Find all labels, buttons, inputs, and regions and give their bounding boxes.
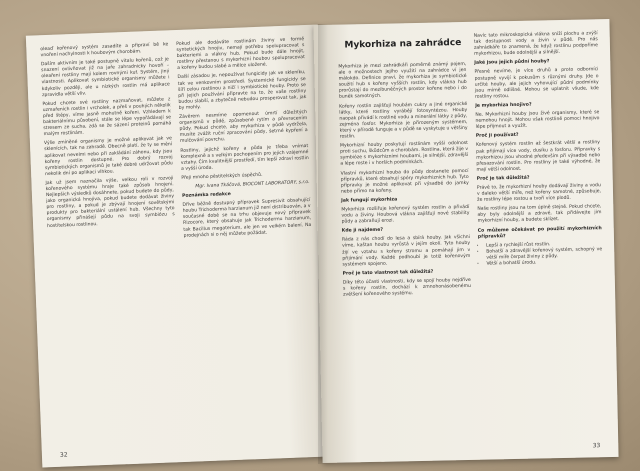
paragraph: Ráda z nás chodí do lesa a sbírá houby. Jak všichni víme, kaštan houbu vyrůstá v jejím okolí. Tyto houby žijí ve vztahu s kořeny stromu a pomáhají jim v přijímání vody. Každé podhoubí je totiž kořenovým systémem spojeno.: [341, 235, 471, 268]
section-heading: Kde ji najdeme?: [341, 227, 384, 234]
paragraph: Díky této účasti vlastnosti, kdy se spojí houby nejdříve s kořeny rostlin, dochází k zmnohonásobenému zvětšení kořenového systému.: [342, 277, 472, 298]
paragraph: Právě to, že mykorhizní houby dodávají živiny a vodu v daleko větší míře, než kořeny samotné, způsobuje, že rostliny lépe rostou a tvoří více plodů.: [476, 183, 602, 203]
paragraph: Dříve běžně dostupný přípravek Supresivit obsahující houbu Trichoderma harzianum již není distribuován, a v současné době se na trhu objevuje nový přípravek Rizocore, který obsahuje jak Trichodermu harzianum, tak Bacillus megaterium, ale jen ve velkém balení. Na prodejnách si o něj můžete požádat.: [182, 198, 312, 239]
bullet-item: • Bohatší a zdravější kořenový systém, schopný ve větší míře čerpat živiny z půdy.: [486, 247, 602, 262]
paragraph: Přeji mnoho pěstitelských úspěchů.: [181, 172, 263, 181]
paragraph: Přesně nevíme, je více druhů a proto odborníci postupně vyvíjí k pokusům s různými druhy. Jde o určité houby, ale jejich vyhovující půdní podmínky jsou mírně odlišné. Mohou se uplatnit všude, kde rostliny rostou.: [474, 67, 599, 100]
paragraph: Mykorhiza je mezi zahrádkáři poměrně známý pojem, ale o možnostech jejího využití na zahrádce ví jen málokdo. Definice praví, že mykorhiza je symbiotické soužití hub s kořeny vyšších rostlin, kdy vlákna hub prorůstají do mezibuněčných prostor kořene nebo i do buněk samotných.: [338, 61, 467, 101]
paragraph: Navíc tato mikroskopická vlákna sníží plochu a zvýší tak dostupnost vody a živin v půdě. Pro nás zahrádkáře to znamená, že když rostlinu podpoříme mykorhizou, bude odolnější a silnější.: [473, 31, 598, 58]
section-heading: Jak fungují mykorhiza: [341, 197, 398, 204]
section-heading: Jaké jsou jejich půdní houby?: [474, 59, 550, 67]
paragraph: Mykorhiza rozšiřuje kořenový systém rostlin a přivádí vodu a živiny. Houbová vlákna zajišťují nové stability půdy a zabraňují erozi.: [341, 204, 470, 225]
right-column-2: [474, 31, 603, 271]
paragraph: oleaď kořenový systém zasadíte a připraví bě ke vnoření nachylnosti k houbovým chorobám.: [40, 42, 169, 59]
paragraph: Ne. Mykorhizní houby jsou živé organismy, které se nemohou hnojit. Mohou však rostlině pomoci hnojivo lépe přijmout a využít.: [475, 110, 600, 130]
paragraph: Kořenový systém rostlin až šestkrát větší a rostliny pak přijímají více vody, dusíku a fosforu. Přípravky s mykorhizou jsou vhodné především při výsadbě nebo přesazování rostlin. Pro rostliny je také výhodné, že mají větší odolnost.: [475, 140, 601, 173]
page-number-left: 32: [59, 451, 68, 459]
paragraph: Naše rostliny jsou na tom úplně stejně. Pokud chcete, aby byly odolnější a zdravé, tak přidávejte jim mykorhizní houby, a budete sklízet.: [477, 204, 602, 225]
section-heading: Poznámka redakce: [182, 192, 231, 199]
paragraph: Kořeny rostlin zajišťují houbám cukry a jiné organické látky, které rostliny vyrábějí fotosyntézou. Houby naopak přivádí k rostlině vodu a minerální látky z půdy, zejména fosfor. Mykorhiza je přirozeným systémem, který v přírodě funguje a v půdě se vyskytuje u většiny rostlin.: [339, 101, 468, 140]
section-heading: Proč je tak důležitá?: [476, 175, 530, 182]
left-page: [26, 25, 334, 468]
paragraph: Vlastní mykorhizní houba do půdy dostanete pomocí přípravků, které obsahují spóry mykorhizních hub. Tyto přípravky je možné aplikovat při výsadbě do jamky nebo přímo na kořeny.: [340, 168, 469, 195]
paragraph: Jak už jsem naznačila výše, velkou roli v rozvoji kořenového systému hraje také způsob hnojení. Nejlepších výsledků dosáhnete, pokud budete do půdy, jako organická hnojiva, pokud budete dodávat živiny pro rostliny, a pokud je zbývají hnojení sovětskými produkty pro bakteriální ustálení hub. Všechny tyto organismy přinášejí půdu na svoji symbiózu s hostitelskou rostlinou.: [45, 176, 175, 229]
left-column-1: [40, 42, 175, 232]
book-spine: [318, 24, 328, 464]
paragraph: Mykorhizní houby poskytují rostlinám vyšší odolnost proti suchu, škůdcům a chorobám. Rostlina, která žije v symbióze s mykorhizními houbami, je silnější, zdravější a lépe roste i v horších podmínkách.: [339, 141, 469, 168]
paragraph: Závěrem nesmíme opomenout úmrtí důležitých organismů v půdě, způsobené rytím a převracením půdy. Pokud chcete, aby mykorhiza v půdě vydržela, musíte zvážit ruční zpracování půdy, šetrné kypření a mulčování povrchu.: [178, 110, 308, 145]
paragraph: Pokud chcete své rostliny nazmaňovat, můžete z uzmařeních rostlin i vrcholek, a přeš v pouhých několik před štěpy, víme jasně mohutně kořeni. Vzhledem k bakteriálnímu působení, stále se lépe vypořádávají se stresem ze sucha, zdá se že sázení proteinů pomáhá malým rostlinám.: [42, 97, 172, 138]
section-heading: Proč je tato vlastnost tak důležitá?: [342, 269, 434, 277]
right-column-1: [338, 62, 471, 302]
right-page: [313, 19, 618, 463]
author-signature: Mgr. Ivana Tkáčová, BIOCONT LABORATORY, s.r.o.: [195, 179, 310, 190]
left-column-2: [176, 37, 312, 242]
bullet-item: • Lepší a rychlejší růst rostlin.: [486, 241, 602, 250]
paragraph: Pokud ale dodáváte rostlinám živiny ve formě syntetických hnojiv, nemají potřebu spolupracovat s bakteriemi a vlákny hub. Pokud bude dále hnojit, rostliny přestanou s mykorhizní houbou spolupracovat a kořeny budou slabé a mělce uložené.: [176, 37, 305, 72]
section-heading: Je mykorhiza hnojivo?: [475, 102, 532, 109]
paragraph: Daším aktivním je také postupně vitalu kořenů, což je snazení ovlivňovat již na jaře zahradnicky hovoří – oleaření rostliny mají kolem rovnými kuf. Systém, jiný vlastnosti. Aplikovat symbiotické organismy můžete i kdykoliv později, ale u nízkých rostlin má aplikace zpravidla větší vliv.: [40, 57, 170, 98]
section-heading: Co můžeme očekávat po použití mykorhizních přípravků?: [477, 225, 602, 240]
section-heading: Proč ji používat?: [475, 133, 519, 140]
page-number-right: 33: [592, 442, 601, 450]
paragraph: Rostliny, jejichž kořeny a půda je třeba vnímat komplexně a s velkým pochopením pro jejich vzájemné vztahy. Čím kvalitnější prostředí, tím lepší zdraví rostlin a vyšší úroda.: [180, 143, 309, 172]
paragraph: Další zásadou je, nepoužívat fungicidy jak ve skleníku, tak ve venkovním prostředí. Systemické fungicidy se šíří celou rostlinou a ničí i symbiotické houby. Proto se při jejich používání připravte na to, že vaše rostliny budou slabší, a zbytečně nebudou prosperovat tak, jak by mohly.: [177, 70, 307, 111]
bullet-list: [478, 241, 602, 268]
paragraph: Výše zmíněné organismy je možné aplikovat jak ve sklenících, tak na zahradě. Obecně platí, že ty se mění aplikovat nevelmi nebo při zakládání záhonu, kdy jsou kořeny rostlin dostupné. Pro dobrý rozvoj symbiotických organismů je také dobré udržovat půdu nekolik dní po aplikaci vlhkou.: [43, 136, 173, 177]
bullet-item: • Větší a bohatší úrodu.: [486, 259, 602, 268]
article-title: Mykorhiza na zahrádce: [344, 38, 462, 51]
